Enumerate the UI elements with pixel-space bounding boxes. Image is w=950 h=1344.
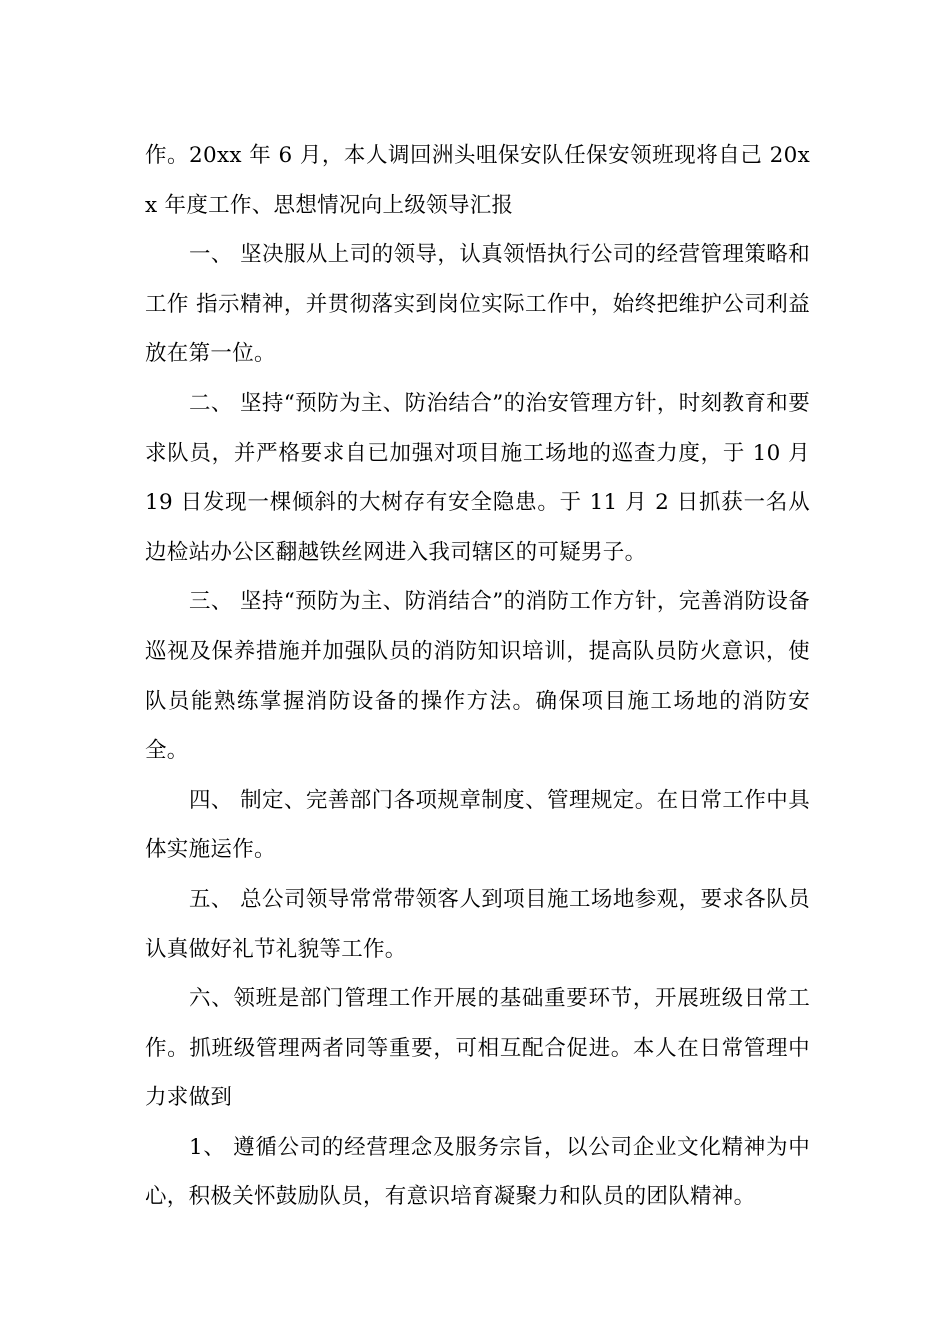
paragraph-item-3: 三、 坚持“预防为主、防消结合”的消防工作方针，完善消防设备巡视及保养措施并加强队员的消防知识培训，提高队员防火意识，使队员能熟练掌握消防设备的操作方法。确保项目施工场地的消防安全。 bbox=[145, 589, 810, 764]
document-body bbox=[145, 131, 810, 1222]
paragraph-item-4: 四、 制定、完善部门各项规章制度、管理规定。在日常工作中具体实施运作。 bbox=[145, 787, 810, 863]
paragraph-item-1: 一、 坚决服从上司的领导，认真领悟执行公司的经营管理策略和工作 指示精神，并贯彻落实到岗位实际工作中，始终把维护公司利益放在第一位。 bbox=[145, 242, 810, 367]
paragraph-subitem-1: 1、 遵循公司的经营理念及服务宗旨，以公司企业文化精神为中心，积极关怀鼓励队员，有意识培育凝聚力和队员的团队精神。 bbox=[145, 1134, 810, 1210]
paragraph-intro: 作。20xx 年 6 月，本人调回洲头咀保安队任保安领班现将自己 20xx 年度工作、思想情况向上级领导汇报 bbox=[145, 143, 810, 218]
paragraph-item-2: 二、 坚持“预防为主、防治结合”的治安管理方针，时刻教育和要求队员，并严格要求自已加强对项目施工场地的巡查力度，于 10 月 19 日发现一棵倾斜的大树存有安全隐患。于 11 月 2 日抓获一名从边检站办公区翻越铁丝网进入我司辖区的可疑男子。 bbox=[145, 390, 810, 565]
paragraph-item-5: 五、 总公司领导常常带领客人到项目施工场地参观，要求各队员认真做好礼节礼貌等工作。 bbox=[145, 886, 810, 962]
paragraph-item-6: 六、领班是部门管理工作开展的基础重要环节，开展班级日常工作。抓班级管理两者同等重要，可相互配合促进。本人在日常管理中力求做到 bbox=[145, 986, 810, 1111]
